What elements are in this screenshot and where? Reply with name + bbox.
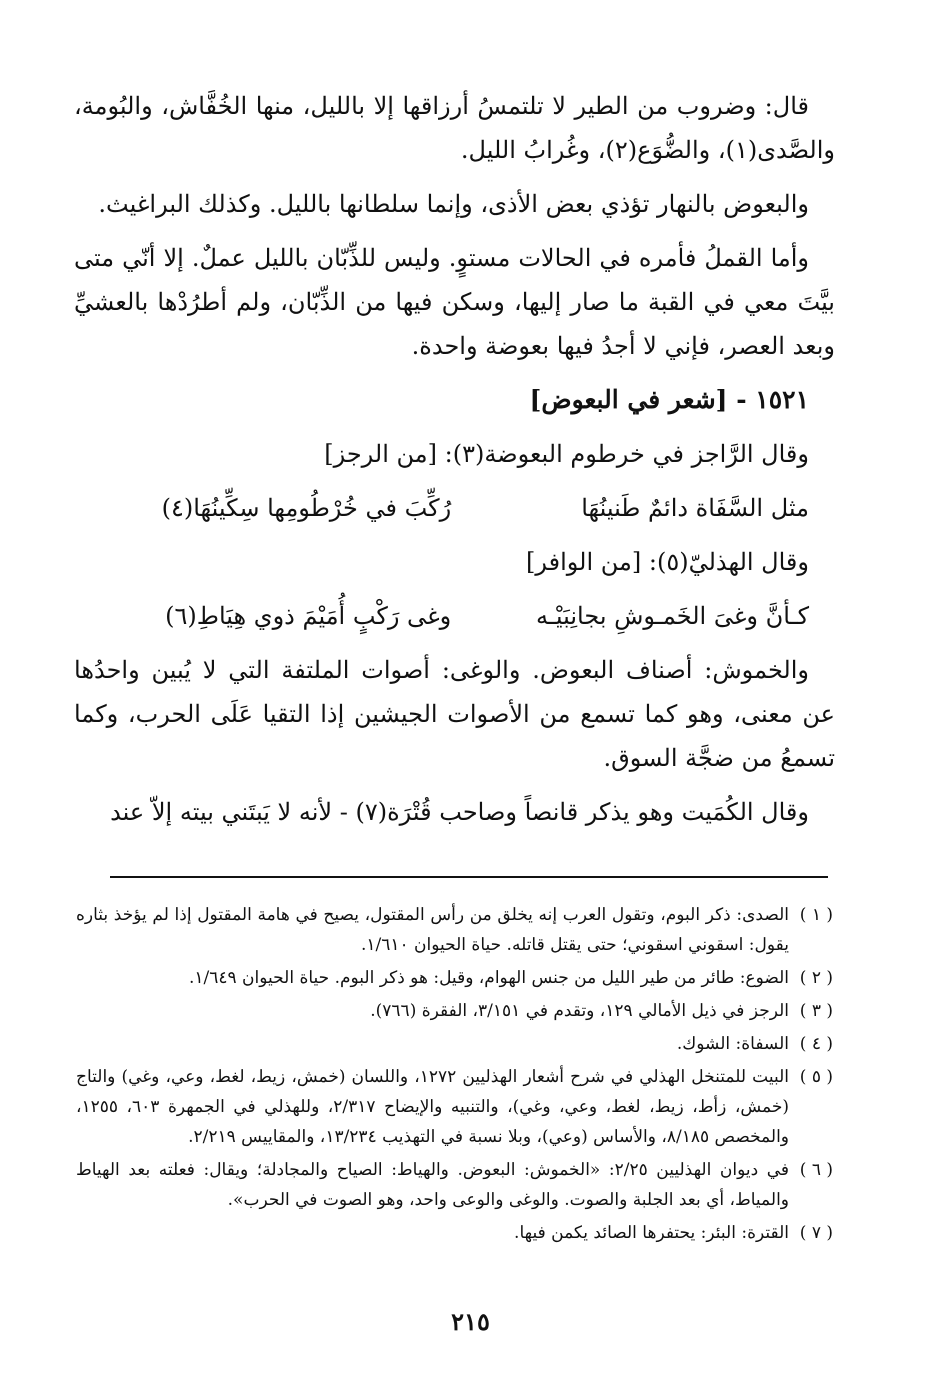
verse-second-hemistich: وغى رَكْبٍ أُمَيْمَ ذوي هِيَاطِ(٦) xyxy=(165,602,452,630)
footnote xyxy=(76,963,833,993)
paragraph: وأما القملُ فأمره في الحالات مستوٍ. وليس للذِّبّان بالليل عملٌ. إلا أنّي متى بيَّتَ معي في القبة ما صار إليها، وسكن فيها من الذِّبّان، ولم أطرُدْها بالعشيِّ وبعد العصر، فإني لا أجدُ فيها بعوضة واحدة. xyxy=(74,244,835,360)
footnote xyxy=(76,1218,833,1248)
footnotes xyxy=(76,900,833,1251)
footnote xyxy=(76,900,833,960)
paragraph: وقال الكُمَيت وهو يذكر قانصاً وصاحب قُتْرَة(٧) - لأنه لا يَبتَني بيته إلاّ عند xyxy=(110,798,809,826)
verse-first-hemistich: كـأنَّ وغىَ الخَمـوشِ بجانِبَيْـه xyxy=(535,602,809,630)
footnote xyxy=(76,1155,833,1215)
footnote-text: في ديوان الهذليين ٢/٢٥: «الخموش: البعوض. والهياط: الصياح والمجادلة؛ ويقال: فعلته بعد الهياط والمياط، أي بعد الجلبة والصوت. والوغى والوعى واحد، وهو الصوت في الحرب». xyxy=(76,1160,790,1210)
verse-first-hemistich: مثل السَّفَاة دائمٌ طَنينُهَا xyxy=(581,494,809,522)
footnote-text: الضوع: طائر من طير الليل من جنس الهوام، وقيل: هو ذكر البوم. حياة الحيوان ١/٦٤٩. xyxy=(188,968,789,988)
footnote-text: السفاة: الشوك. xyxy=(676,1034,789,1054)
footnote-text: الرجز في ذيل الأمالي ١٢٩، وتقدم في ٣/١٥١، الفقرة (٧٦٦). xyxy=(370,1001,789,1021)
footnote-number: ( ٢ ) xyxy=(799,968,833,988)
paragraph: والخموش: أصناف البعوض. والوغى: أصوات الملتفة التي لا يُبين واحدُها عن معنى، وهو كما تسمع من الأصوات الجيشين إذا التقيا عَلَى الحرب، وكما تسمعُ من ضجَّة السوق. xyxy=(74,656,835,772)
paragraph: قال: وضروب من الطير لا تلتمسُ أرزاقها إلا بالليل، منها الخُفَّاش، والبُومة، والصَّدى(١)، والضُّوَع(٢)، وغُرابُ الليل. xyxy=(74,92,835,164)
verse-intro: وقال الرَّاجز في خرطوم البعوضة(٣): [من الرجز] xyxy=(324,440,809,468)
verse-intro: وقال الهذليّ(٥): [من الوافر] xyxy=(526,548,809,576)
paragraph: والبعوض بالنهار تؤذي بعض الأذى، وإنما سلطانها بالليل. وكذلك البراغيث. xyxy=(98,190,809,218)
main-text xyxy=(74,84,835,844)
footnote-text: الصدى: ذكر البوم، وتقول العرب إنه يخلق من رأس المقتول، يصيح في هامة المقتول إذا لم يؤخذ بثاره يقول: اسقوني اسقوني؛ حتى يقتل قاتله. حياة الحيوان ١/٦١٠. xyxy=(76,905,789,955)
footnote-number: ( ٣ ) xyxy=(799,1001,833,1021)
footnote-text: البيت للمتنخل الهذلي في شرح أشعار الهذليين ١٢٧٢، واللسان (خمش، زيط، لغط، وعي، وغي) والتاج (خمش، زأط، زيط، لغط، وعي، وغي)، والتنبيه والإيضاح ٢/٣١٧، وللهذلي في الجمهرة ٦٠٣، ١٢٥٥، والمخصص ٨/١٨٥، والأساس (وعي)، وبلا نسبة في التهذيب ١٣/٢٣٤، والمقاييس ٢/٢١٩. xyxy=(76,1067,790,1147)
verse-line xyxy=(74,486,835,530)
footnote-number: ( ٥ ) xyxy=(799,1067,833,1087)
page-number: ٢١٥ xyxy=(451,1307,490,1336)
footnote-number: ( ٤ ) xyxy=(799,1034,833,1054)
verse-second-hemistich: رُكِّبَ في خُرْطُومِها سِكِّينُهَا(٤) xyxy=(161,494,452,522)
footnote-number: ( ١ ) xyxy=(799,905,833,925)
footnote-number: ( ٦ ) xyxy=(799,1160,833,1180)
section-heading: ١٥٢١ - [شعر في البعوض] xyxy=(529,385,809,414)
verse-line xyxy=(74,594,835,638)
footnote-text: القترة: البئر: يحتفرها الصائد يكمن فيها. xyxy=(514,1223,789,1243)
footnote xyxy=(76,1029,833,1059)
footnote-number: ( ٧ ) xyxy=(799,1223,833,1243)
footnote xyxy=(76,996,833,1026)
footnote-divider xyxy=(110,876,828,878)
footnote xyxy=(76,1062,833,1152)
